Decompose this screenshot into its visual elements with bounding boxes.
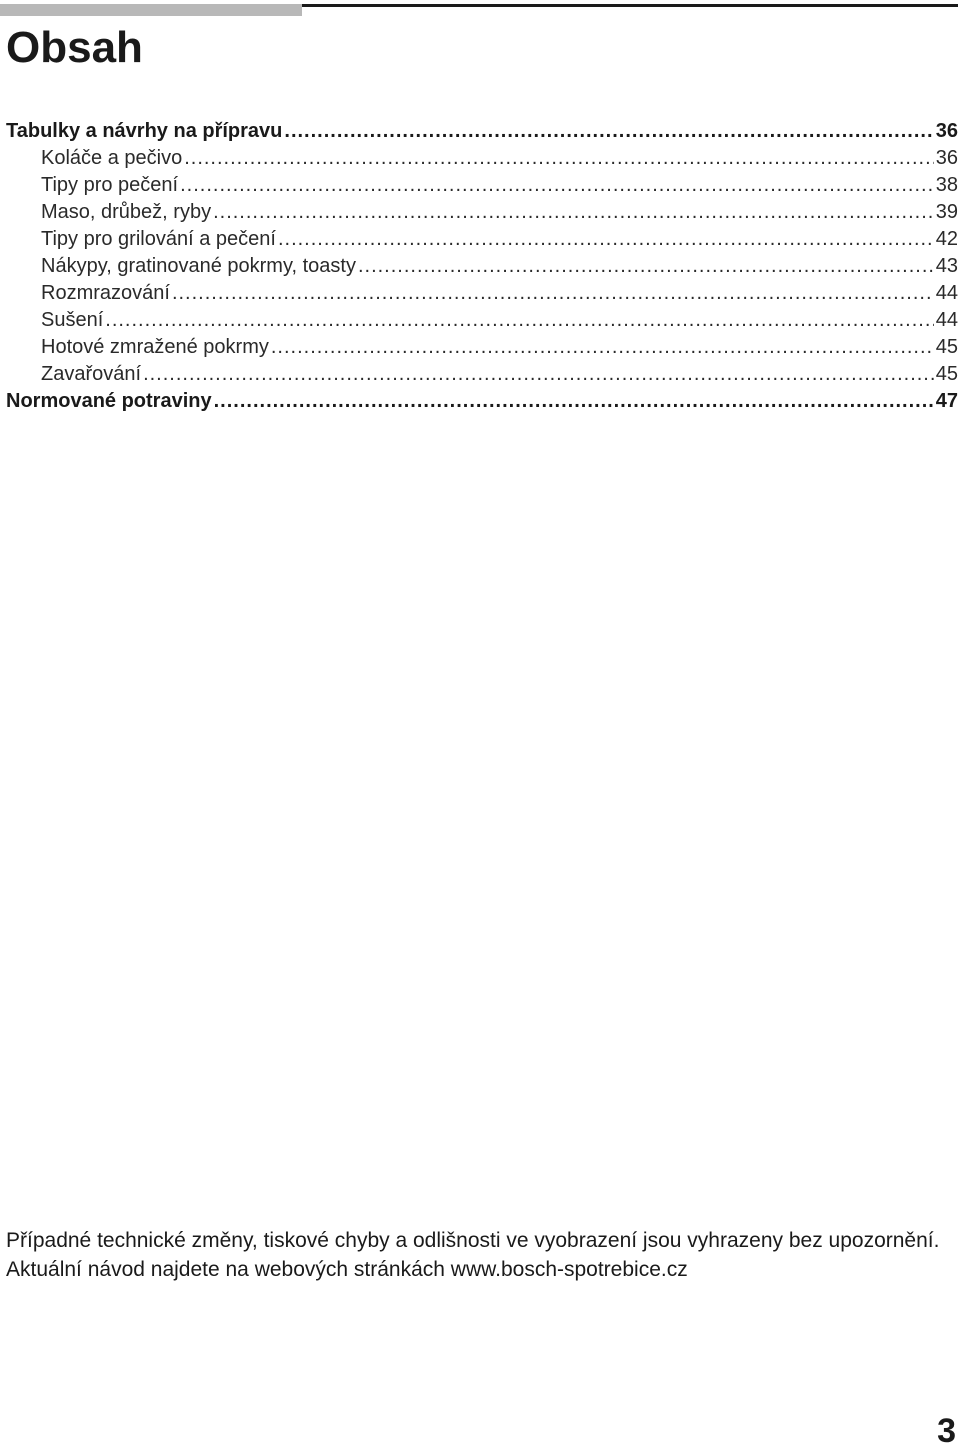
toc-entry-page: 45 [935, 363, 958, 385]
toc-entry-tipy-grilovani[interactable] [6, 226, 958, 253]
toc-entry-label: Hotové zmražené pokrmy [41, 336, 269, 358]
toc-dot-leader [184, 145, 934, 172]
toc-entry-zavarovani[interactable] [6, 361, 958, 388]
toc-entry-label: Tabulky a návrhy na přípravu [6, 120, 283, 142]
toc-entry-label: Nákypy, gratinované pokrmy, toasty [41, 255, 356, 277]
toc-dot-leader [180, 172, 934, 199]
toc-entry-hotove-pokrmy[interactable] [6, 334, 958, 361]
toc-entry-page: 36 [935, 147, 958, 169]
toc-entry-page: 39 [935, 201, 958, 223]
toc-dot-leader [143, 361, 934, 388]
table-of-contents [6, 118, 958, 415]
toc-entry-tipy-peceni[interactable] [6, 172, 958, 199]
toc-dot-leader [172, 280, 934, 307]
toc-entry-label: Tipy pro grilování a pečení [41, 228, 276, 250]
toc-entry-label: Sušení [41, 309, 104, 331]
toc-dot-leader [214, 388, 934, 415]
toc-dot-leader [358, 253, 934, 280]
page-number: 3 [937, 1412, 956, 1450]
toc-entry-page: 44 [935, 309, 958, 331]
toc-entry-page: 42 [935, 228, 958, 250]
page-title: Obsah [6, 23, 143, 72]
toc-entry-kolace[interactable] [6, 145, 958, 172]
toc-entry-label: Maso, drůbež, ryby [41, 201, 212, 223]
toc-dot-leader [271, 334, 934, 361]
toc-entry-page: 44 [935, 282, 958, 304]
toc-dot-leader [105, 307, 933, 334]
toc-entry-page: 45 [935, 336, 958, 358]
toc-dot-leader [213, 199, 934, 226]
toc-entry-page: 38 [935, 174, 958, 196]
toc-entry-tabulky[interactable] [6, 118, 958, 145]
toc-entry-page: 36 [935, 120, 958, 142]
toc-dot-leader [284, 118, 933, 145]
toc-entry-label: Zavařování [41, 363, 142, 385]
toc-entry-label: Rozmrazování [41, 282, 170, 304]
footnote-disclaimer: Případné technické změny, tiskové chyby a odlišnosti ve vyobrazení jsou vyhrazeny bez upozornění. Aktuální návod najdete na webových stránkách www.bosch-spotrebice.cz [6, 1229, 940, 1281]
toc-entry-label: Tipy pro pečení [41, 174, 179, 196]
toc-entry-page: 47 [935, 390, 958, 412]
toc-entry-label: Normované potraviny [6, 390, 212, 412]
toc-entry-maso[interactable] [6, 199, 958, 226]
header-rule [302, 4, 958, 7]
header-rule-accent [0, 4, 302, 16]
toc-entry-suseni[interactable] [6, 307, 958, 334]
toc-entry-page: 43 [935, 255, 958, 277]
toc-entry-normovane[interactable] [6, 388, 958, 415]
toc-entry-label: Koláče a pečivo [41, 147, 183, 169]
toc-entry-nakypy[interactable] [6, 253, 958, 280]
toc-dot-leader [278, 226, 934, 253]
toc-entry-rozmrazovani[interactable] [6, 280, 958, 307]
